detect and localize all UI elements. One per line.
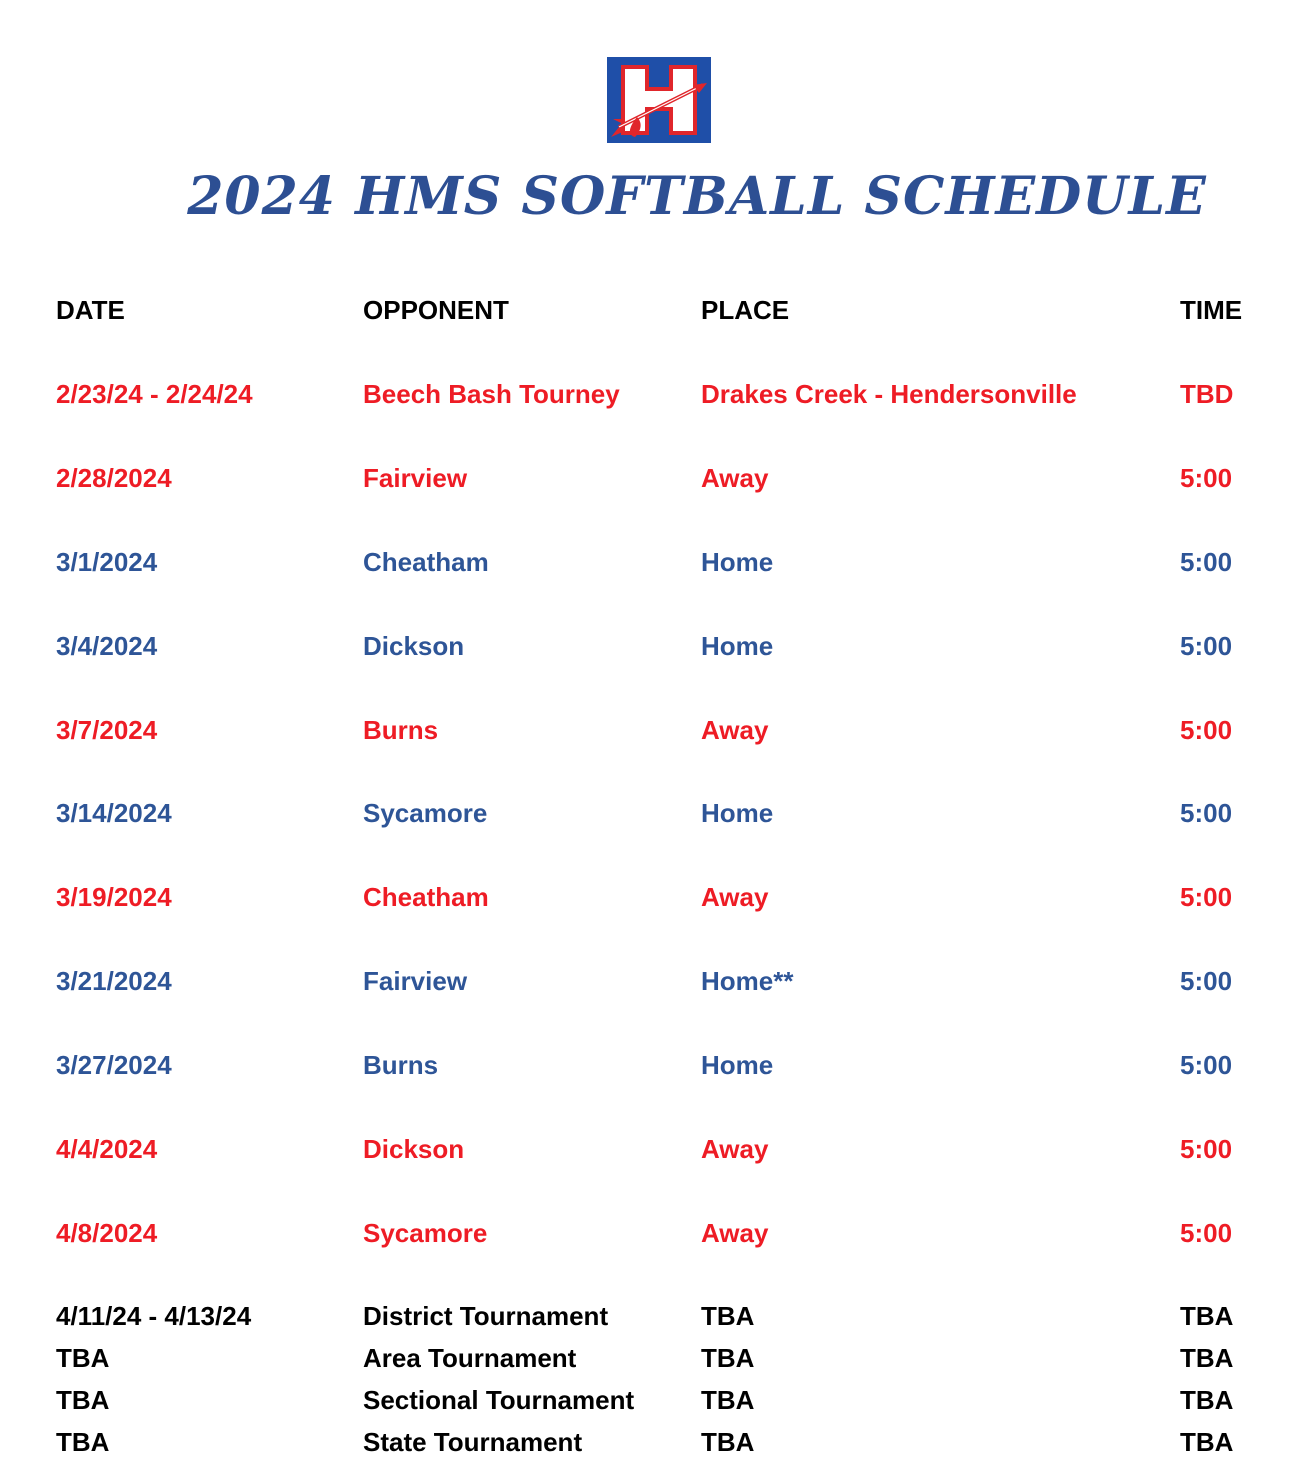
game-place: Away [701,715,769,745]
game-row [0,879,1314,915]
game-row [0,628,1314,664]
game-date: 2/28/2024 [56,463,172,493]
postseason-time: TBA [1180,1427,1234,1457]
postseason-time: TBA [1180,1343,1234,1373]
game-time: 5:00 [1180,1134,1233,1164]
game-date: 3/19/2024 [56,882,172,912]
h-arrow-logo-icon [607,57,711,143]
game-date: 4/4/2024 [56,1134,158,1164]
game-date: 3/7/2024 [56,715,158,745]
game-row [0,376,1314,412]
postseason-place: TBA [701,1301,755,1331]
game-place: Home** [701,966,794,996]
game-place: Away [701,1134,769,1164]
postseason-event: Area Tournament [363,1343,577,1373]
game-opponent: Dickson [363,631,465,661]
game-opponent: Dickson [363,1134,465,1164]
postseason-row [0,1424,1314,1460]
game-time: TBD [1180,379,1234,409]
game-time: 5:00 [1180,882,1233,912]
postseason-place: TBA [701,1385,755,1415]
game-time: 5:00 [1180,463,1233,493]
game-place: Home [701,631,774,661]
postseason-row [0,1298,1314,1334]
header-opponent: OPPONENT [363,295,509,325]
game-row [0,1131,1314,1167]
game-time: 5:00 [1180,798,1233,828]
table-header [0,292,1314,328]
game-row [0,1047,1314,1083]
postseason-event: Sectional Tournament [363,1385,635,1415]
game-date: 3/4/2024 [56,631,158,661]
game-time: 5:00 [1180,631,1233,661]
game-opponent: Burns [363,715,439,745]
game-place: Home [701,1050,774,1080]
game-row [0,795,1314,831]
postseason-place: TBA [701,1427,755,1457]
game-opponent: Cheatham [363,882,489,912]
game-date: 3/1/2024 [56,547,158,577]
game-opponent: Burns [363,1050,439,1080]
game-date: 4/8/2024 [56,1218,158,1248]
game-place: Home [701,547,774,577]
postseason-date: 4/11/24 - 4/13/24 [56,1301,252,1331]
game-place: Home [701,798,774,828]
game-place: Drakes Creek - Hendersonville [701,379,1077,409]
game-time: 5:00 [1180,1050,1233,1080]
game-opponent: Fairview [363,966,468,996]
page-title: 2024 HMS SOFTBALL SCHEDULE [187,166,1207,227]
game-date: 3/14/2024 [56,798,172,828]
game-row [0,460,1314,496]
game-time: 5:00 [1180,715,1233,745]
game-opponent: Cheatham [363,547,489,577]
game-row [0,544,1314,580]
game-time: 5:00 [1180,547,1233,577]
postseason-row [0,1340,1314,1376]
header-time: TIME [1180,295,1243,325]
game-place: Away [701,463,769,493]
game-date: 3/27/2024 [56,1050,172,1080]
game-place: Away [701,882,769,912]
game-time: 5:00 [1180,966,1233,996]
postseason-event: State Tournament [363,1427,583,1457]
postseason-time: TBA [1180,1301,1234,1331]
game-time: 5:00 [1180,1218,1233,1248]
postseason-event: District Tournament [363,1301,609,1331]
game-opponent: Sycamore [363,1218,488,1248]
game-date: 3/21/2024 [56,966,172,996]
game-row [0,1215,1314,1251]
game-opponent: Sycamore [363,798,488,828]
game-opponent: Fairview [363,463,468,493]
game-row [0,963,1314,999]
postseason-date: TBA [56,1343,110,1373]
header-date: DATE [56,295,125,325]
postseason-place: TBA [701,1343,755,1373]
header-place: PLACE [701,295,790,325]
school-logo [607,57,711,143]
game-date: 2/23/24 - 2/24/24 [56,379,253,409]
game-opponent: Beech Bash Tourney [363,379,620,409]
postseason-date: TBA [56,1427,110,1457]
postseason-date: TBA [56,1385,110,1415]
game-place: Away [701,1218,769,1248]
game-row [0,712,1314,748]
postseason-time: TBA [1180,1385,1234,1415]
postseason-row [0,1382,1314,1418]
